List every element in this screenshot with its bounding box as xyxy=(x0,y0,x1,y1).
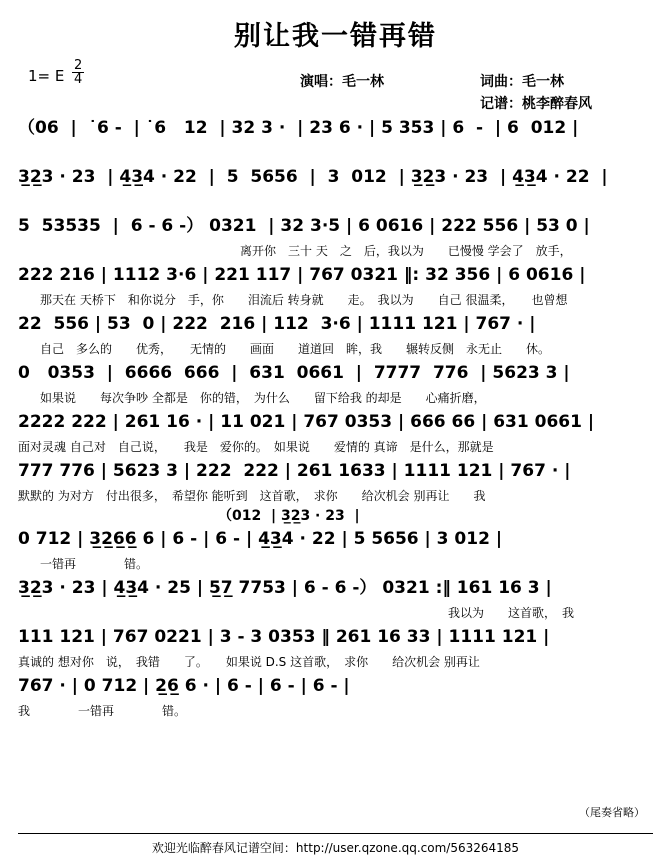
notator-credit: 记谱：桃李醉春风 xyxy=(480,96,592,112)
lyric-line: 默默的 为对方 付出很多， 希望你 能听到 这首歌， 求你 给次机会 别再让 我 xyxy=(18,489,486,503)
credits-block xyxy=(0,59,671,115)
lyric-line: 我 一错再 错。 xyxy=(18,704,187,718)
singer-credit: 演唱：毛一林 xyxy=(300,74,384,90)
lyric-line: 那天在 天桥下 和你说分 手，你 泪流后 转身就 走。 我以为 自己 很温柔， 也曾想 xyxy=(40,293,568,307)
system-10 xyxy=(18,575,653,622)
system-12 xyxy=(18,673,653,720)
tail-annotation: （尾奏省略） xyxy=(579,806,645,819)
system-7 xyxy=(18,409,653,456)
notation-line: 222 216 | 1112 3·6 | 221 117 | 767 0321 ‖: 32 356 | 6 0616 | xyxy=(18,265,586,285)
lyric-line: 我以为 这首歌， 我 xyxy=(448,606,575,620)
time-signature-denominator: 4 xyxy=(74,72,83,87)
footer-divider xyxy=(18,833,653,834)
system-11 xyxy=(18,624,653,671)
system-1 xyxy=(18,115,653,162)
footer-text: 欢迎光临醉春风记谱空间：http://user.qzone.qq.com/563264185 xyxy=(151,841,520,855)
lyric-line: 如果说 每次争吵 全都是 你的错， 为什么 留下给我 的却是 心痛折磨， xyxy=(40,391,486,405)
sheet-music-page xyxy=(0,14,671,868)
system-9 xyxy=(18,507,653,573)
notation-line: 111 121 | 767 0221 | 3 - 3 0353 ‖ 261 16 33 | 1111 121 | xyxy=(18,627,550,647)
lyric-line xyxy=(18,145,653,162)
notation-line: 3̲2̲3 · 23 | 4̲3̲4 · 22 | 5 5656 | 3 012 | 3̲2̲3 · 23 | 4̲3̲4 · 22 | xyxy=(18,167,608,187)
time-signature-numerator: 2 xyxy=(74,58,83,73)
lyric-line: 面对灵魂 自己对 自己说， 我是 爱你的。 如果说 爱情的 真谛 是什么，那就是 xyxy=(18,440,494,454)
notation-line: （06 | ˙6 - | ˙6 12 | 32 3 · | 23 6 · | 5 353 | 6 - | 6 012 | xyxy=(18,118,579,138)
system-2 xyxy=(18,164,653,211)
notation-line: 767 · | 0 712 | 2̲6̲ 6 · | 6 - | 6 - | 6 - | xyxy=(18,676,350,696)
system-5 xyxy=(18,311,653,358)
key-signature: 1= E xyxy=(28,67,65,85)
notation-line: 2222 222 | 261 16 · | 11 021 | 767 0353 | 666 66 | 631 0661 | xyxy=(18,412,595,432)
lyric-line: 自己 多么的 优秀， 无情的 画面 道道回 眸，我 辗转反侧 永无止 休。 xyxy=(40,342,551,356)
score-body xyxy=(0,115,671,720)
system-8 xyxy=(18,458,653,505)
writer-credit: 词曲：毛一林 xyxy=(480,74,564,90)
lyric-line: 真诚的 想对你 说， 我错 了。 如果说 D.S 这首歌， 求你 给次机会 别再让 xyxy=(18,655,480,669)
notation-line: 3̲2̲3 · 23 | 4̲3̲4 · 25 | 5̲7̲ 7753 | 6 - 6 -） 0321 :‖ 161 16 3 | xyxy=(18,578,552,598)
system-3 xyxy=(18,213,653,260)
system-4 xyxy=(18,262,653,309)
time-signature xyxy=(72,59,84,86)
lyric-line xyxy=(18,194,653,211)
lyric-line: 离开你 三十 天 之 后，我以为 已慢慢 学会了 放手， xyxy=(240,244,572,258)
notation-line: 777 776 | 5623 3 | 222 222 | 261 1633 | 1111 121 | 767 · | xyxy=(18,461,571,481)
notation-line: 5 53535 | 6 - 6 -） 0321 | 32 3·5 | 6 0616 | 222 556 | 53 0 | xyxy=(18,216,590,236)
notation-line: 0 0353 | 6666 666 | 631 0661 | 7777 776 | 5623 3 | xyxy=(18,363,570,383)
system-6 xyxy=(18,360,653,407)
page-title: 别让我一错再错 xyxy=(234,21,437,52)
lyric-line: 一错再 错。 xyxy=(40,557,149,571)
notation-line: 0 712 | 3̲2̲6̲6̲ 6 | 6 - | 6 - | 4̲3̲4 · 22 | 5 5656 | 3 012 | xyxy=(18,529,503,549)
notation-line: 22 556 | 53 0 | 222 216 | 112 3·6 | 1111 121 | 767 · | xyxy=(18,314,536,334)
cue-notation-line: （012 | 3̲2̲3 · 23 | xyxy=(218,508,360,524)
